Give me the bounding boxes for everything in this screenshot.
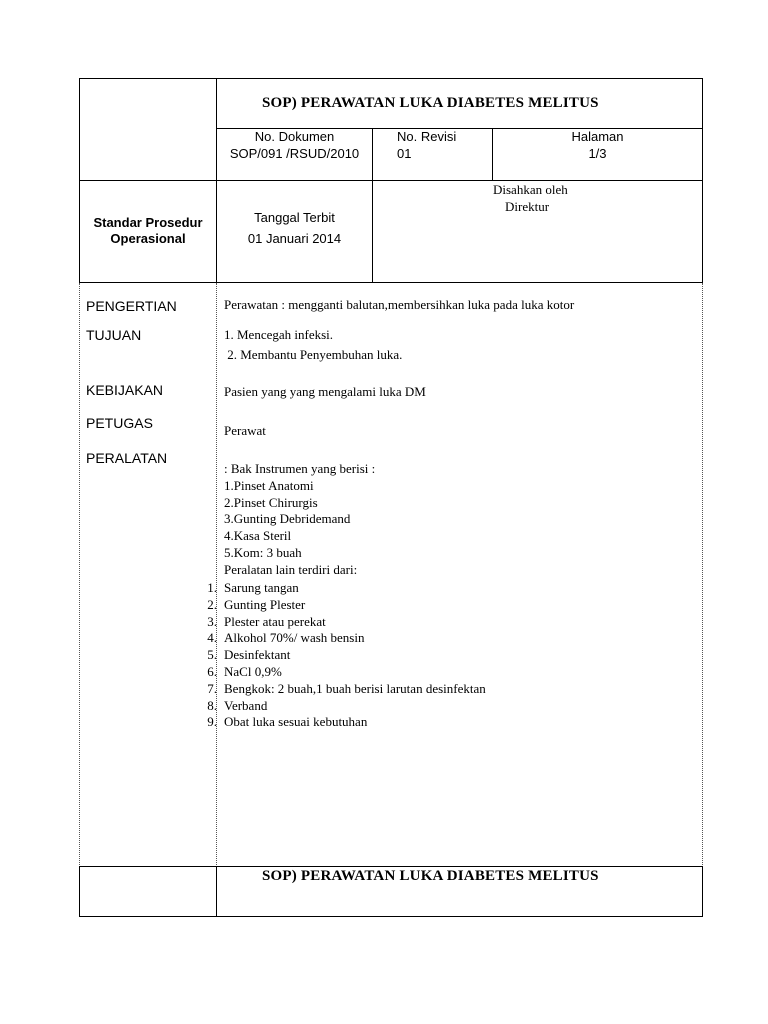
footer-border-bottom	[79, 916, 703, 917]
list-item	[191, 580, 486, 597]
document-title: SOP) PERAWATAN LUKA DIABETES MELITUS	[262, 95, 599, 111]
list-item-number: 4.	[207, 630, 217, 646]
instrumen-item: 5.Kom: 3 buah	[224, 544, 302, 560]
approved-by-label: Disahkan oleh	[493, 182, 568, 197]
lain-intro: Peralatan lain terdiri dari:	[224, 561, 358, 577]
approved-by-role: Direktur	[505, 199, 550, 214]
revision-value: 01	[397, 146, 412, 161]
peralatan-list	[224, 461, 375, 579]
list-item-text: Obat luka sesuai kebutuhan	[224, 714, 368, 730]
list-item	[191, 614, 486, 631]
pengertian-text: Perawatan : mengganti balutan,membersihkan luka pada luka kotor	[224, 297, 575, 312]
list-item-text: Plester atau perekat	[224, 613, 326, 629]
doc-number-cell	[217, 128, 372, 162]
list-item	[191, 714, 486, 731]
page-cell	[493, 128, 702, 162]
list-item	[191, 698, 486, 715]
instrumen-item: 3.Gunting Debridemand	[224, 511, 351, 527]
page-label: Halaman	[571, 129, 624, 144]
doc-number-label: No. Dokumen	[254, 129, 335, 144]
table-divider-row2	[79, 180, 703, 181]
section-label-pengertian: PENGERTIAN	[86, 298, 177, 314]
instrumen-item: 2.Pinset Chirurgis	[224, 494, 318, 510]
list-item-text: Bengkok: 2 buah,1 buah berisi larutan desinfektan	[224, 680, 486, 696]
footer-title: SOP) PERAWATAN LUKA DIABETES MELITUS	[262, 868, 599, 884]
page-value: 1/3	[588, 146, 607, 161]
list-item-number: 5.	[207, 647, 217, 663]
list-item-text: Gunting Plester	[224, 596, 306, 612]
date-label: Tanggal Terbit	[254, 210, 335, 225]
lain-list	[191, 580, 486, 731]
list-item-number: 7.	[207, 680, 217, 696]
doc-number-value: SOP/091 /RSUD/2010	[229, 146, 360, 161]
peralatan-intro: : Bak Instrumen yang berisi :	[224, 461, 376, 476]
approval-cell	[493, 181, 568, 215]
list-item-number: 8.	[207, 697, 217, 713]
instrumen-item: 1.Pinset Anatomi	[224, 477, 314, 493]
list-item	[191, 664, 486, 681]
section-label-kebijakan: KEBIJAKAN	[86, 382, 164, 398]
body-border-left	[79, 283, 80, 867]
list-item-number: 9.	[207, 714, 217, 730]
table-border-mid	[79, 282, 703, 283]
sop-label	[80, 215, 216, 247]
footer-border-left	[79, 866, 80, 917]
tujuan-item: 2. Membantu Penyembuhan luka.	[224, 347, 403, 362]
revision-cell	[373, 128, 492, 162]
section-label-tujuan: TUJUAN	[86, 327, 142, 343]
list-item	[191, 597, 486, 614]
list-item-text: Verband	[224, 697, 268, 713]
list-item-number: 3.	[207, 613, 217, 629]
kebijakan-text: Pasien yang yang mengalami luka DM	[224, 384, 426, 399]
list-item-text: Alkohol 70%/ wash bensin	[224, 630, 365, 646]
footer-divider	[216, 866, 217, 917]
tujuan-item: 1. Mencegah infeksi.	[224, 327, 334, 342]
petugas-text: Perawat	[224, 423, 266, 438]
list-item-number: 2.	[207, 596, 217, 612]
footer-border-top	[79, 866, 703, 867]
body-border-right	[702, 283, 703, 867]
sop-label-line2: Operasional	[110, 231, 186, 246]
list-item	[191, 630, 486, 647]
body-divider	[216, 283, 217, 867]
revision-label: No. Revisi	[397, 129, 457, 144]
list-item-text: NaCl 0,9%	[224, 663, 282, 679]
date-cell	[217, 210, 372, 246]
list-item-text: Sarung tangan	[224, 580, 299, 595]
list-item	[191, 647, 486, 664]
date-value: 01 Januari 2014	[247, 231, 342, 246]
instrumen-item: 4.Kasa Steril	[224, 528, 292, 544]
sop-label-line1: Standar Prosedur	[93, 215, 203, 230]
section-label-peralatan: PERALATAN	[86, 450, 168, 466]
section-label-petugas: PETUGAS	[86, 415, 153, 431]
table-border-top	[79, 78, 703, 79]
footer-border-right	[702, 866, 703, 917]
list-item-number: 6.	[207, 663, 217, 679]
list-item	[191, 681, 486, 698]
list-item-text: Desinfektant	[224, 647, 291, 663]
list-item-number: 1.	[207, 580, 217, 595]
